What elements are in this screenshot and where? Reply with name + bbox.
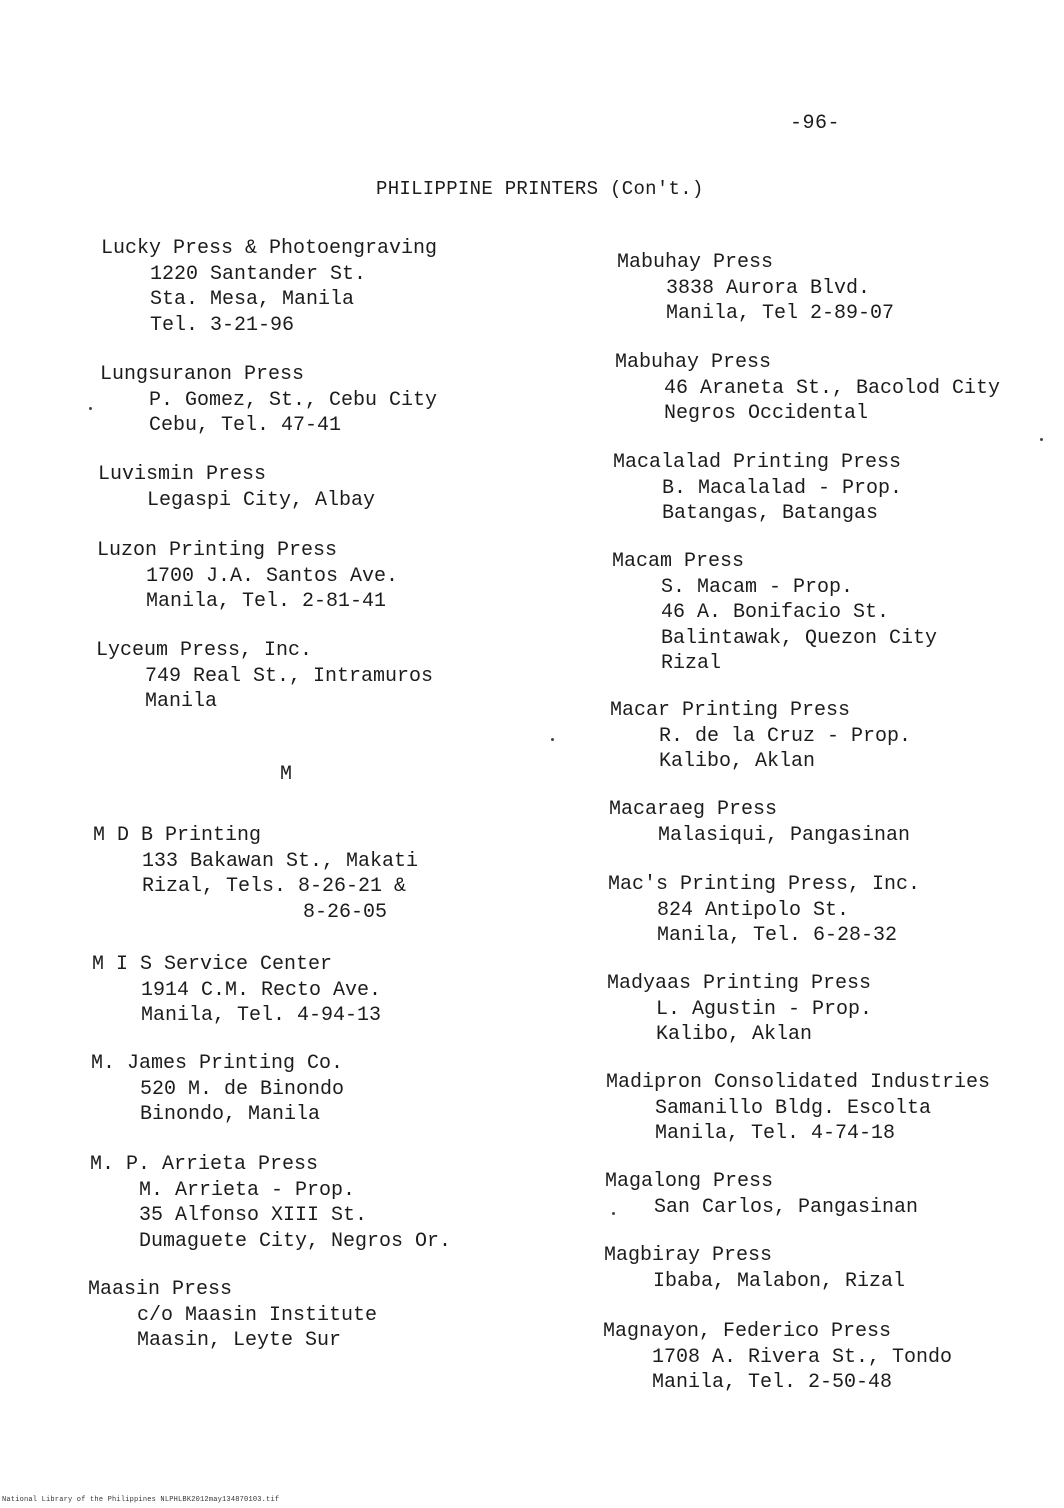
entry-name: Maasin Press xyxy=(88,1278,233,1301)
entry-line: 749 Real St., Intramuros xyxy=(145,664,434,688)
entry-name: M. James Printing Co. xyxy=(91,1052,344,1075)
entry-line: Dumaguete City, Negros Or. xyxy=(139,1229,452,1253)
entry-line: B. Macalalad - Prop. xyxy=(662,476,903,500)
entry-name: M I S Service Center xyxy=(92,953,333,976)
entry-name: Lucky Press & Photoengraving xyxy=(101,237,438,260)
directory-entry xyxy=(609,797,910,848)
scan-speck xyxy=(612,1212,615,1215)
entry-name: M. P. Arrieta Press xyxy=(90,1153,319,1176)
entry-line: Rizal, Tels. 8-26-21 & xyxy=(142,875,407,898)
entry-line: Manila, Tel. 2-81-41 xyxy=(146,590,387,613)
entry-name: Madipron Consolidated Industries xyxy=(606,1071,991,1094)
directory-entry xyxy=(607,971,872,1048)
scan-speck xyxy=(89,407,92,410)
directory-entry xyxy=(613,450,902,527)
entry-name: Macaraeg Press xyxy=(609,798,778,821)
directory-entry xyxy=(603,1319,952,1396)
section-letter: M xyxy=(280,763,293,786)
entry-name: Mabuhay Press xyxy=(617,251,774,274)
entry-line: Manila, Tel. 6-28-32 xyxy=(657,924,898,947)
entry-line: Rizal xyxy=(661,652,722,675)
directory-entry xyxy=(92,952,381,1029)
directory-entry xyxy=(88,1277,377,1354)
entry-name: Luzon Printing Press xyxy=(97,539,338,562)
entry-name: Magnayon, Federico Press xyxy=(603,1320,892,1343)
entry-line: R. de la Cruz - Prop. xyxy=(659,724,912,748)
entry-line: San Carlos, Pangasinan xyxy=(654,1195,919,1219)
entry-line: 1708 A. Rivera St., Tondo xyxy=(652,1345,953,1369)
entry-line: Malasiqui, Pangasinan xyxy=(658,823,911,847)
entry-name: M D B Printing xyxy=(93,824,262,847)
entry-line: L. Agustin - Prop. xyxy=(656,997,873,1021)
entry-line: 8-26-05 xyxy=(303,900,388,924)
entry-line: Binondo, Manila xyxy=(140,1103,321,1126)
directory-entry xyxy=(604,1243,905,1294)
directory-entry xyxy=(608,872,920,949)
entry-line: Balintawak, Quezon City xyxy=(661,626,938,650)
entry-line: 46 A. Bonifacio St. xyxy=(661,601,890,624)
directory-entry xyxy=(101,236,437,338)
entry-name: Mac's Printing Press, Inc. xyxy=(608,873,921,896)
entry-line: M. Arrieta - Prop. xyxy=(139,1178,356,1202)
entry-line: Maasin, Leyte Sur xyxy=(137,1329,342,1352)
directory-entry xyxy=(97,538,398,615)
entry-line: Manila, Tel. 4-74-18 xyxy=(655,1122,896,1145)
entry-line: 46 Araneta St., Bacolod City xyxy=(664,376,1001,400)
entry-line: 133 Bakawan St., Makati xyxy=(142,849,419,873)
entry-line: Samanillo Bldg. Escolta xyxy=(655,1096,932,1120)
entry-name: Macam Press xyxy=(612,550,745,573)
entry-name: Mabuhay Press xyxy=(615,351,772,374)
directory-entry xyxy=(100,362,437,439)
entry-line: Legaspi City, Albay xyxy=(147,488,376,512)
directory-entry xyxy=(606,1070,990,1147)
entry-line: Negros Occidental xyxy=(664,402,869,425)
entry-name: Magalong Press xyxy=(605,1170,774,1193)
directory-entry xyxy=(98,462,375,513)
scan-speck xyxy=(1040,438,1043,441)
scan-speck xyxy=(551,738,554,741)
directory-entry xyxy=(93,823,418,925)
directory-entry xyxy=(605,1169,918,1220)
directory-entry xyxy=(90,1152,451,1254)
directory-entry xyxy=(91,1051,344,1128)
entry-line: Manila, Tel 2-89-07 xyxy=(666,302,895,325)
directory-entry xyxy=(610,698,911,775)
entry-line: Ibaba, Malabon, Rizal xyxy=(653,1269,906,1293)
entry-name: Madyaas Printing Press xyxy=(607,972,872,995)
entry-line: c/o Maasin Institute xyxy=(137,1303,378,1327)
entry-line: Batangas, Batangas xyxy=(662,502,879,525)
entry-name: Lungsuranon Press xyxy=(100,363,305,386)
entry-line: 520 M. de Binondo xyxy=(140,1077,345,1101)
entry-line: S. Macam - Prop. xyxy=(661,575,854,599)
entry-line: P. Gomez, St., Cebu City xyxy=(149,388,438,412)
directory-entry xyxy=(615,350,1000,427)
entry-line: Manila, Tel. 2-50-48 xyxy=(652,1371,893,1394)
entry-line: Sta. Mesa, Manila xyxy=(150,288,355,311)
entry-name: Macalalad Printing Press xyxy=(613,451,902,474)
entry-line: Manila xyxy=(145,690,218,713)
entry-name: Luvismin Press xyxy=(98,463,267,486)
scan-footer-note: National Library of the Philippines NLPHLBK2012may134870103.tif xyxy=(2,1496,280,1504)
entry-line: 1700 J.A. Santos Ave. xyxy=(146,564,399,588)
entry-line: Kalibo, Aklan xyxy=(656,1023,813,1046)
entry-line: 35 Alfonso XIII St. xyxy=(139,1204,368,1227)
entry-line: Tel. 3-21-96 xyxy=(150,313,295,337)
entry-line: 824 Antipolo St. xyxy=(657,898,850,922)
page-number: -96- xyxy=(790,112,841,135)
entry-line: 1914 C.M. Recto Ave. xyxy=(141,978,382,1002)
directory-entry xyxy=(617,250,894,327)
entry-line: 1220 Santander St. xyxy=(150,262,367,286)
entry-line: Cebu, Tel. 47-41 xyxy=(149,414,342,437)
entry-name: Macar Printing Press xyxy=(610,699,851,722)
directory-entry xyxy=(612,549,937,677)
entry-name: Lyceum Press, Inc. xyxy=(96,639,313,662)
entry-line: Kalibo, Aklan xyxy=(659,750,816,773)
entry-name: Magbiray Press xyxy=(604,1244,773,1267)
entry-line: Manila, Tel. 4-94-13 xyxy=(141,1004,382,1027)
entry-line: 3838 Aurora Blvd. xyxy=(666,276,871,300)
directory-entry xyxy=(96,638,433,715)
page-title: PHILIPPINE PRINTERS (Con't.) xyxy=(376,178,704,200)
